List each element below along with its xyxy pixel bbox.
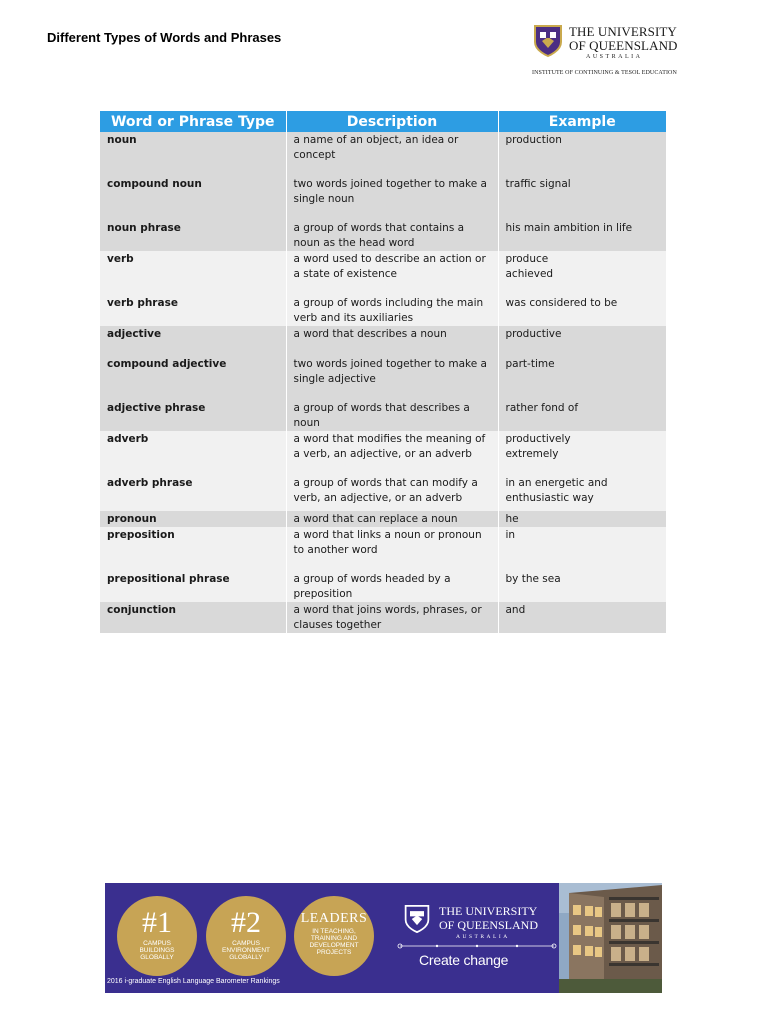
table-row xyxy=(100,220,666,251)
row-example: his main ambition in life xyxy=(498,220,666,251)
badge-caption: CAMPUS BUILDINGS GLOBALLY xyxy=(139,940,175,961)
row-example: productively extremely xyxy=(498,431,666,475)
row-description: a word that can replace a noun xyxy=(286,511,498,527)
table-header-row xyxy=(100,111,666,132)
row-example: traffic signal xyxy=(498,176,666,220)
row-type: verb phrase xyxy=(100,295,286,326)
row-example: part-time xyxy=(498,356,666,400)
row-example: by the sea xyxy=(498,571,666,602)
logo-institute: INSTITUTE OF CONTINUING & TESOL EDUCATION xyxy=(532,70,677,76)
uq-crest-icon xyxy=(532,24,564,58)
banner-logo-line2: OF QUEENSLAND xyxy=(439,918,538,932)
badge-rank: LEADERS xyxy=(300,911,368,926)
row-type: adjective xyxy=(100,326,286,356)
table-row xyxy=(100,400,666,431)
banner-footnote: 2016 i-graduate English Language Barometer Rankings xyxy=(107,978,280,985)
table-row xyxy=(100,571,666,602)
row-example: rather fond of xyxy=(498,400,666,431)
table-row xyxy=(100,176,666,220)
table-row xyxy=(100,527,666,571)
row-description: a group of words headed by a preposition xyxy=(286,571,498,602)
header-example: Example xyxy=(498,111,666,132)
banner-tagline: Create change xyxy=(419,952,509,968)
row-description: a group of words that can modify a verb, an adjective, or an adverb xyxy=(286,475,498,511)
word-types-table xyxy=(100,111,666,633)
row-description: a name of an object, an idea or concept xyxy=(286,132,498,176)
table-row xyxy=(100,475,666,511)
banner-logo-line1: THE UNIVERSITY xyxy=(439,904,538,918)
row-description: a group of words including the main verb and its auxiliaries xyxy=(286,295,498,326)
row-description: a word that links a noun or pronoun to another word xyxy=(286,527,498,571)
row-type: prepositional phrase xyxy=(100,571,286,602)
table-row xyxy=(100,602,666,633)
row-example: production xyxy=(498,132,666,176)
row-type: compound adjective xyxy=(100,356,286,400)
table-row xyxy=(100,132,666,176)
row-example: he xyxy=(498,511,666,527)
row-type: verb xyxy=(100,251,286,295)
badge-leaders xyxy=(294,896,374,976)
promo-banner xyxy=(105,883,662,993)
row-description: a word used to describe an action or a state of existence xyxy=(286,251,498,295)
table-row xyxy=(100,511,666,527)
row-description: a word that describes a noun xyxy=(286,326,498,356)
row-type: adjective phrase xyxy=(100,400,286,431)
row-type: conjunction xyxy=(100,602,286,633)
table-row xyxy=(100,356,666,400)
row-description: two words joined together to make a single adjective xyxy=(286,356,498,400)
divider-line xyxy=(397,943,557,949)
header-type: Word or Phrase Type xyxy=(100,111,286,132)
banner-logo-country: AUSTRALIA xyxy=(456,934,510,940)
row-description: a group of words that describes a noun xyxy=(286,400,498,431)
row-description: two words joined together to make a single noun xyxy=(286,176,498,220)
row-description: a word that modifies the meaning of a verb, an adjective, or an adverb xyxy=(286,431,498,475)
uq-logo xyxy=(532,22,678,80)
row-type: noun phrase xyxy=(100,220,286,251)
row-example: in xyxy=(498,527,666,571)
row-description: a group of words that contains a noun as the head word xyxy=(286,220,498,251)
badge-rank: #2 xyxy=(231,906,261,939)
badge-campus-buildings xyxy=(117,896,197,976)
row-example: produce achieved xyxy=(498,251,666,295)
logo-line2: OF QUEENSLAND xyxy=(569,38,678,53)
table-row xyxy=(100,326,666,356)
table-row xyxy=(100,431,666,475)
row-example: was considered to be xyxy=(498,295,666,326)
row-example: productive xyxy=(498,326,666,356)
table-row xyxy=(100,295,666,326)
row-type: adverb phrase xyxy=(100,475,286,511)
badge-caption: IN TEACHING, TRAINING AND DEVELOPMENT PROJECTS xyxy=(309,928,359,956)
badge-rank: #1 xyxy=(142,906,172,939)
header-description: Description xyxy=(286,111,498,132)
campus-building-photo xyxy=(559,883,662,993)
row-type: preposition xyxy=(100,527,286,571)
row-example: and xyxy=(498,602,666,633)
logo-line1: THE UNIVERSITY xyxy=(569,24,677,39)
table-row xyxy=(100,251,666,295)
badge-campus-environment xyxy=(206,896,286,976)
badge-caption: CAMPUS ENVIRONMENT GLOBALLY xyxy=(221,940,271,961)
uq-crest-icon xyxy=(403,904,431,934)
row-type: pronoun xyxy=(100,511,286,527)
row-type: compound noun xyxy=(100,176,286,220)
page-title: Different Types of Words and Phrases xyxy=(47,30,282,45)
row-type: adverb xyxy=(100,431,286,475)
row-example: in an energetic and enthusiastic way xyxy=(498,475,666,511)
logo-country: AUSTRALIA xyxy=(586,54,643,60)
row-type: noun xyxy=(100,132,286,176)
row-description: a word that joins words, phrases, or clauses together xyxy=(286,602,498,633)
